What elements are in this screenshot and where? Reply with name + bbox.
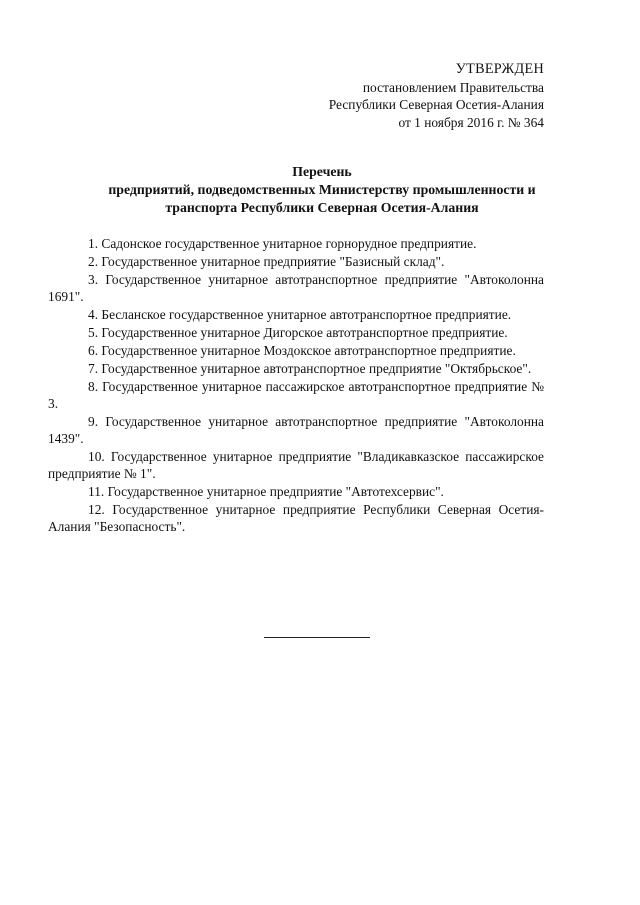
approval-line-3: от 1 ноября 2016 г. № 364 bbox=[398, 114, 544, 130]
list-item: 9. Государственное унитарное автотранспортное предприятие "Автоколонна 1439". bbox=[48, 414, 544, 446]
list-item: 10. Государственное унитарное предприятие "Владикавказское пассажирское предприятие № 1". bbox=[48, 449, 544, 481]
list-item: 4. Бесланское государственное унитарное автотранспортное предприятие. bbox=[88, 307, 512, 322]
list-item: 7. Государственное унитарное автотранспортное предприятие "Октябрьское". bbox=[88, 361, 532, 376]
list-item: 2. Государственное унитарное предприятие "Базисный склад". bbox=[88, 254, 445, 269]
list-item: 5. Государственное унитарное Дигорское автотранспортное предприятие. bbox=[88, 325, 508, 340]
list-item: 1. Садонское государственное унитарное горнорудное предприятие. bbox=[88, 236, 477, 251]
title-line-1: Перечень bbox=[292, 164, 352, 179]
approval-stamp bbox=[329, 61, 544, 131]
enterprise-list bbox=[48, 235, 544, 536]
list-item: 6. Государственное унитарное Моздокское автотранспортное предприятие. bbox=[88, 343, 516, 358]
list-item: 3. Государственное унитарное автотранспортное предприятие "Автоколонна 1691". bbox=[48, 272, 544, 304]
approval-line-1: постановлением Правительства bbox=[362, 79, 544, 95]
approval-line-2: Республики Северная Осетия-Алания bbox=[328, 97, 544, 112]
document-title bbox=[60, 163, 584, 217]
title-line-3: транспорта Республики Северная Осетия-Алания bbox=[165, 200, 479, 215]
end-separator-line bbox=[264, 637, 370, 638]
list-item: 11. Государственное унитарное предприятие "Автотехсервис". bbox=[88, 484, 444, 499]
title-line-2: предприятий, подведомственных Министерству промышленности и bbox=[108, 182, 536, 197]
approval-heading: УТВЕРЖДЕН bbox=[455, 61, 544, 77]
list-item: 12. Государственное унитарное предприятие Республики Северная Осетия-Алания "Безопасность". bbox=[48, 502, 544, 534]
list-item: 8. Государственное унитарное пассажирское автотранспортное предприятие № 3. bbox=[48, 379, 544, 411]
